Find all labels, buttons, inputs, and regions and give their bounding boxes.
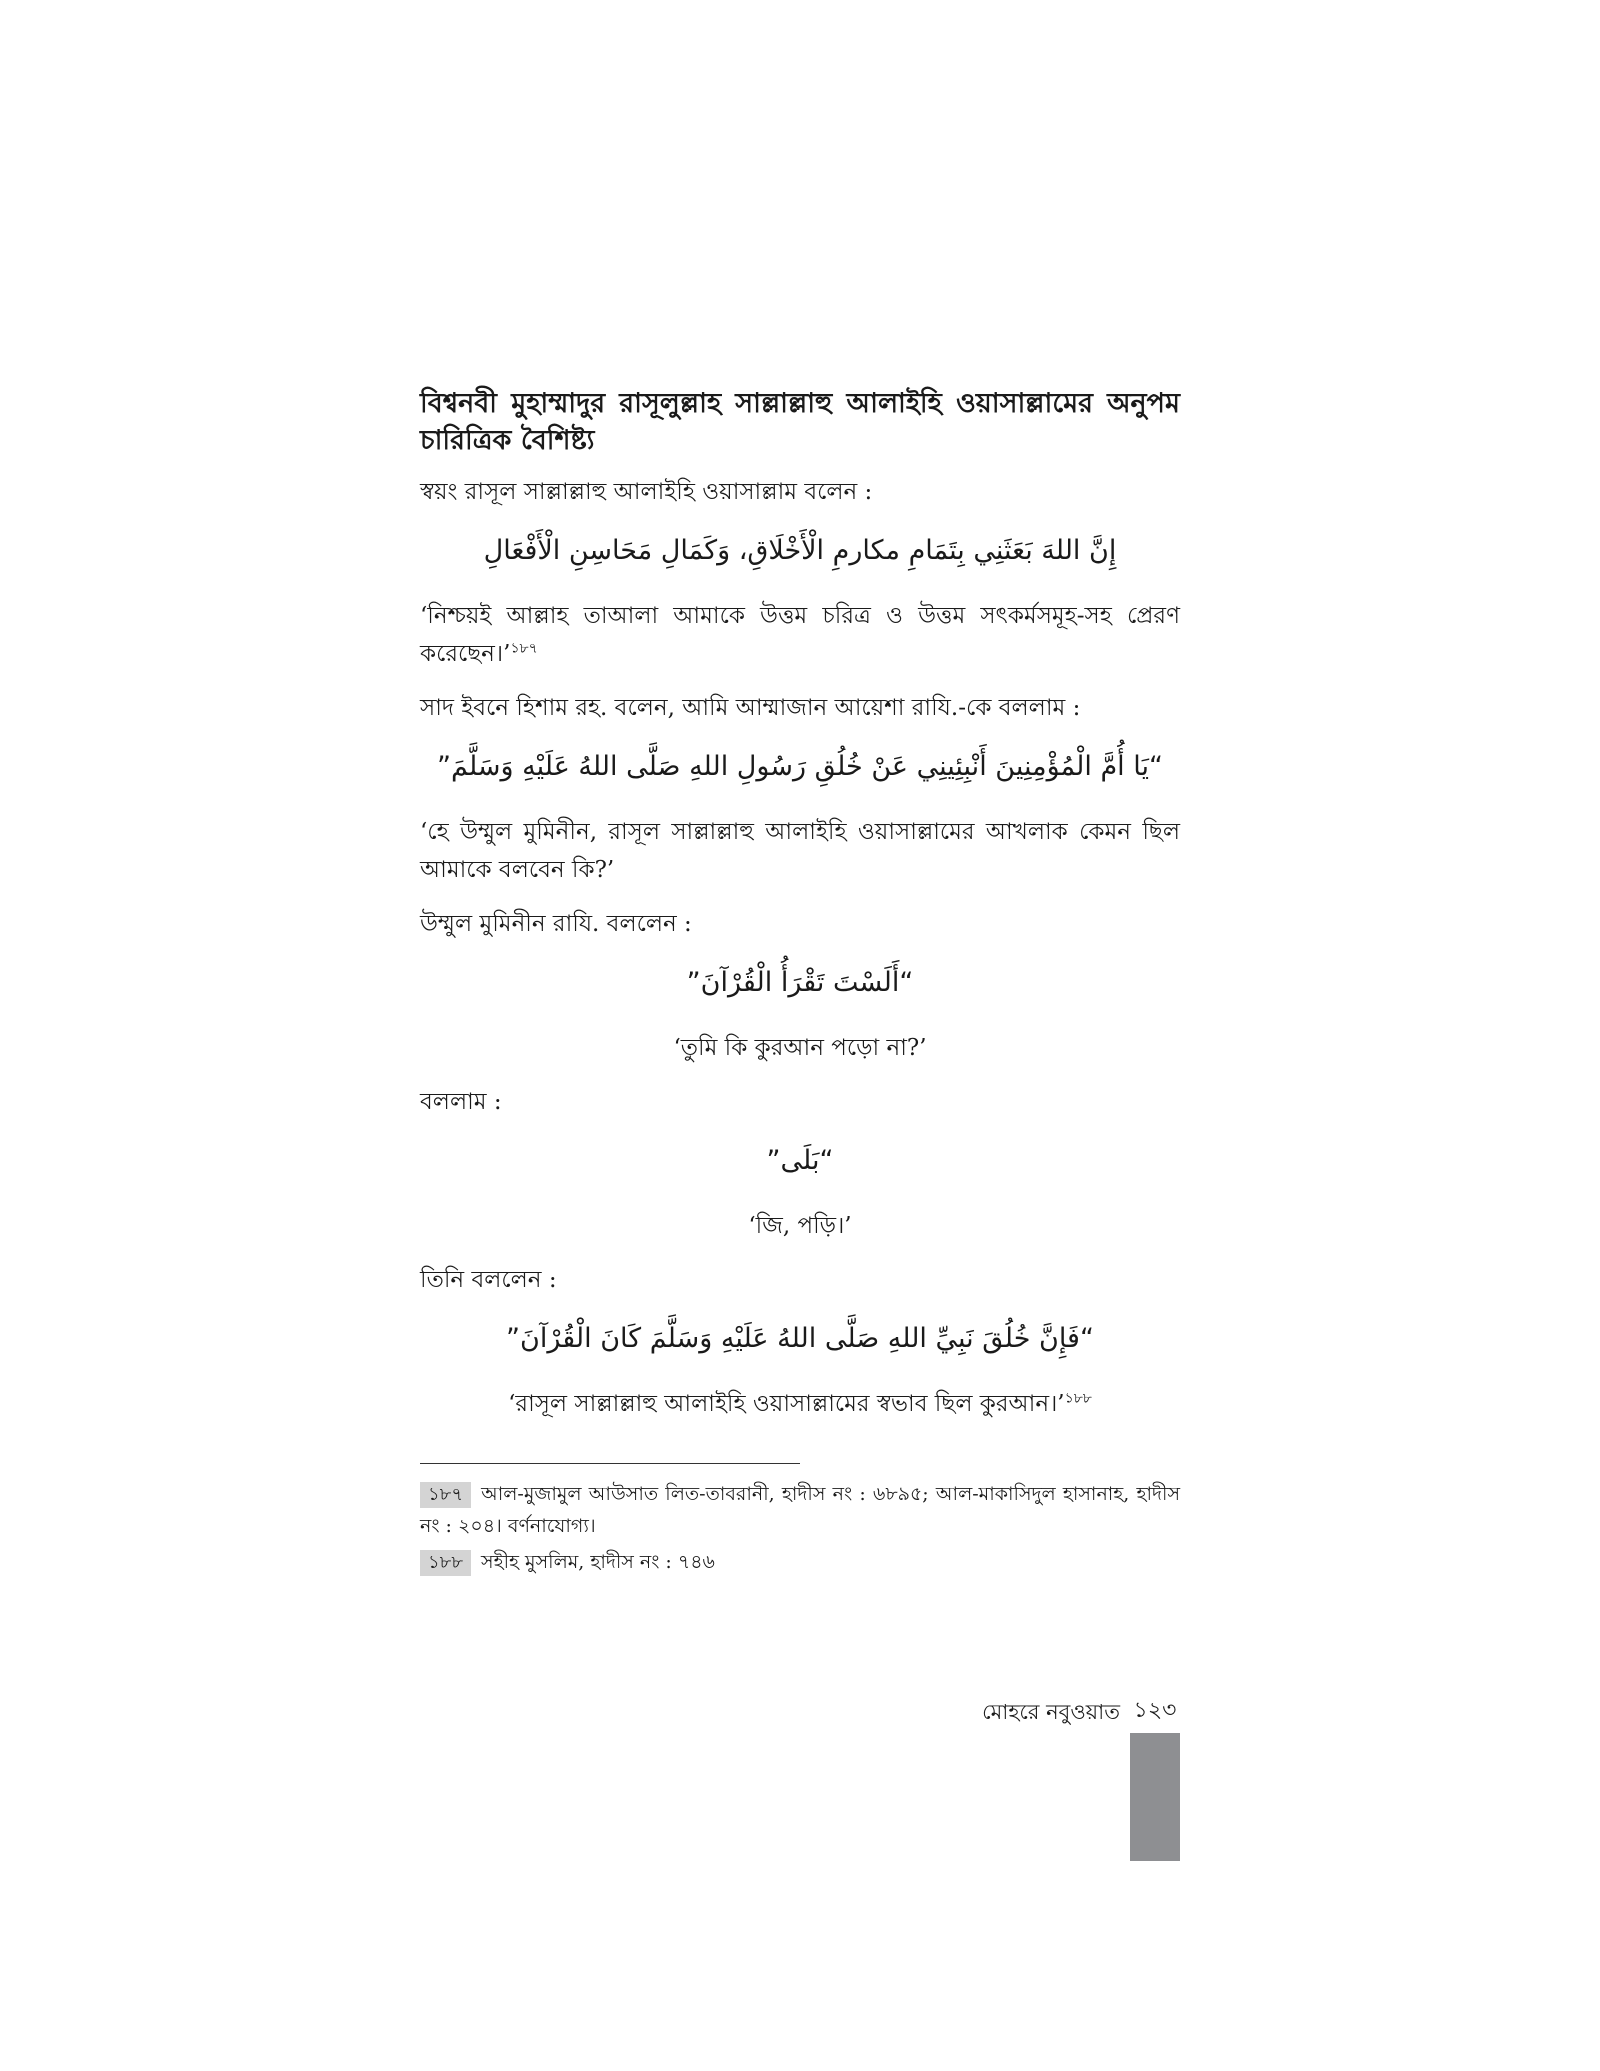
book-title: মোহরে নবুওয়াত xyxy=(982,1700,1120,1724)
footnote-text: সহীহ মুসলিম, হাদীস নং : ৭৪৬ xyxy=(481,1551,715,1573)
arabic-hadith-1: إِنَّ اللهَ بَعَثَنِي بِتَمَامِ مكارمِ الْأَخْلَاقِ، وَكَمَالِ مَحَاسِنِ الْأَفْعَالِ xyxy=(483,535,1117,566)
arabic-reply-1: “أَلَسْتَ تَقْرَأُ الْقُرْآنَ” xyxy=(686,967,914,998)
footnote-188 xyxy=(420,1546,1180,1578)
translation-1-text: ‘নিশ্চয়ই আল্লাহ তাআলা আমাকে উত্তম চরিত্র ও উত্তম সৎকর্মসমূহ-সহ প্রেরণ করেছেন।’ xyxy=(420,603,1180,667)
page-body xyxy=(420,385,1180,1582)
footnote-ref-188[interactable]: ১৮৮ xyxy=(1064,1390,1092,1407)
footnote-number-badge: ১৮৭ xyxy=(420,1482,471,1508)
umm-said-line: উম্মুল মুমিনীন রাযি. বললেন : xyxy=(420,911,692,937)
footnote-divider xyxy=(420,1463,800,1464)
footnote-187 xyxy=(420,1478,1180,1542)
narration-line: সাদ ইবনে হিশাম রহ. বলেন, আমি আম্মাজান আয়েশা রাযি.-কে বললাম : xyxy=(420,695,1081,721)
footnote-number-badge: ১৮৮ xyxy=(420,1550,471,1576)
translation-1 xyxy=(420,597,1180,673)
she-said-line: তিনি বললেন : xyxy=(420,1267,557,1293)
arabic-question: “يَا أُمَّ الْمُؤْمِنِينَ أَنْبِئِينِي عَنْ خُلُقِ رَسُولِ اللهِ صَلَّى اللهُ عَلَيْهِ وَسَلَّمَ” xyxy=(437,751,1163,782)
translation-4: ‘জি, পড়ি।’ xyxy=(748,1213,852,1239)
translation-3: ‘তুমি কি কুরআন পড়ো না?’ xyxy=(673,1035,927,1061)
footnote-text: আল-মুজামুল আউসাত লিত-তাবরানী, হাদীস নং : ৬৮৯৫; আল-মাকাসিদুল হাসানাহ, হাদীস নং : ২০৪। বর্ণনাযোগ্য। xyxy=(420,1483,1180,1537)
translation-2: ‘হে উম্মুল মুমিনীন, রাসূল সাল্লাল্লাহু আলাইহি ওয়াসাল্লামের আখলাক কেমন ছিল আমাকে বলবেন কি?’ xyxy=(420,819,1180,883)
thumb-index-tab xyxy=(1130,1733,1180,1861)
section-heading: বিশ্বনবী মুহাম্মাদুর রাসূলুল্লাহ সাল্লাল্লাহু আলাইহি ওয়াসাল্লামের অনুপম চারিত্রিক বৈশিষ্ট্য xyxy=(420,388,1180,456)
page-number: ১২৩ xyxy=(1133,1698,1177,1723)
i-said-line: বললাম : xyxy=(420,1089,502,1115)
translation-5 xyxy=(420,1385,1180,1423)
arabic-reply-2: “فَإِنَّ خُلُقَ نَبِيِّ اللهِ صَلَّى اللهُ عَلَيْهِ وَسَلَّمَ كَانَ الْقُرْآنَ” xyxy=(506,1323,1094,1354)
intro-line: স্বয়ং রাসূল সাল্লাল্লাহু আলাইহি ওয়াসাল্লাম বলেন : xyxy=(420,479,873,505)
arabic-yes: “بَلَى” xyxy=(766,1145,834,1176)
footnote-ref-187[interactable]: ১৮৭ xyxy=(510,640,538,657)
running-footer xyxy=(930,1695,1180,1729)
translation-5-text: ‘রাসূল সাল্লাল্লাহু আলাইহি ওয়াসাল্লামের স্বভাব ছিল কুরআন।’ xyxy=(508,1391,1065,1417)
